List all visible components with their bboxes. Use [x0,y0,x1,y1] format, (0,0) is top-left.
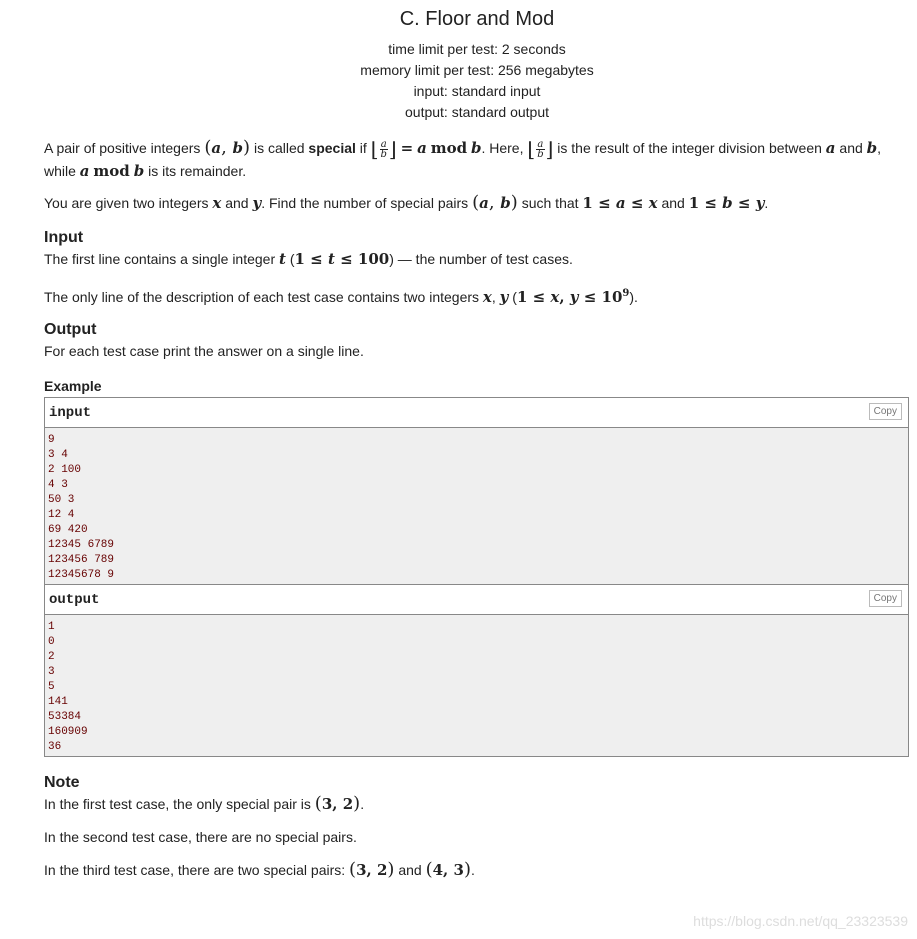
text: . [470,862,475,879]
math: (3, 2) [349,859,395,881]
sample-input-header [45,398,908,428]
sample-line: 0 [48,636,55,649]
bold-term: special [308,140,356,156]
legend [44,137,910,214]
text: A pair of positive integers [44,140,205,156]
text: is the result of the integer division between [553,140,826,156]
math: b [866,139,878,157]
sample-output-header [45,585,908,615]
input-paragraph-2 [44,283,910,308]
example-heading: Example [44,378,102,395]
input-file: input: standard input [413,83,541,99]
math: 1 ≤ b ≤ y [688,194,765,213]
text: , while [44,140,882,180]
output-label: output [49,592,100,609]
text: . Find the number of special pairs [261,195,473,212]
copy-output-button[interactable]: Copy [869,590,902,607]
text: . [764,195,769,212]
sample-line: 12345 6789 [48,539,115,552]
note-paragraph-3 [44,859,910,881]
sample-input-box [44,397,909,585]
math: (a, b) [204,137,251,158]
sample-line: 4 3 [48,479,68,492]
sample-output-content [45,615,908,756]
math: ⌊ $\frac{a}{b}$ ⌋ = a mod b [370,137,482,162]
text: ). [629,289,638,306]
sample-line: 141 [48,696,68,709]
math: t [279,250,286,269]
problem-title: C. Floor and Mod [399,8,555,30]
sample-line: 50 3 [48,494,75,507]
sample-input-content [45,428,908,584]
watermark: https://blog.csdn.net/qq_23323539 [693,913,908,929]
text: In the third test case, there are two special pairs: [44,862,350,879]
note-section [44,773,910,881]
text: such that [517,195,583,212]
problem-statement [44,0,910,881]
time-limit: time limit per test: 2 seconds [388,41,566,57]
text: , [491,289,500,306]
input-label: input [49,405,92,422]
math: (3, 2) [314,793,361,815]
sample-line: 2 100 [48,464,82,477]
math: 1 ≤ a ≤ x [582,194,658,213]
text: ) — the number of test cases. [389,251,573,268]
output-file: output: standard output [405,104,549,120]
sample-line: 160909 [48,726,88,739]
sample-line: 2 [48,651,55,664]
math: (4, 3) [425,859,471,881]
math: 1 ≤ x, $y \le 10^9$ [516,288,630,307]
output-paragraph: For each test case print the answer on a single line. [44,343,364,360]
math: a [825,139,836,157]
sample-line: 12345678 9 [48,569,115,582]
math: 1 ≤ t ≤ 100 [294,250,390,269]
input-specification [44,228,910,308]
sample-tests [44,378,910,757]
math: a mod b [79,162,145,181]
problem-header [44,0,910,123]
text: . Here, [481,140,528,156]
memory-limit: memory limit per test: 256 megabytes [360,62,594,78]
sample-line: 12 4 [48,509,75,522]
sample-line: 5 [48,681,55,694]
math: y [252,194,262,213]
text: and [221,195,253,212]
text: is called [250,140,309,156]
sample-line: 9 [48,434,55,447]
note-heading: Note [44,774,80,792]
output-heading: Output [44,321,97,339]
math: ⌊ $\frac{a}{b}$ ⌋ [527,137,554,162]
sample-line: 123456 789 [48,554,115,567]
input-heading: Input [44,229,84,247]
text: if [355,140,371,156]
text: The first line contains a single integer [44,251,280,268]
legend-paragraph-2 [44,192,910,214]
sample-line: 36 [48,741,62,754]
text: is its remainder. [144,163,247,180]
sample-line: 3 [48,666,55,679]
output-specification [44,320,910,362]
math: x [212,194,222,213]
sample-line: 1 [48,621,55,634]
sample-line: 69 420 [48,524,88,537]
text: You are given two integers [44,195,213,212]
text: In the first test case, the only special pair is [44,796,315,813]
math: (a, b) [472,192,518,214]
text: and [657,195,689,212]
copy-input-button[interactable]: Copy [869,403,902,420]
note-paragraph-2: In the second test case, there are no special pairs. [44,829,357,846]
text: ( [508,289,517,306]
math: x [482,288,492,307]
math: y [499,288,509,307]
sample-line: 3 4 [48,449,68,462]
text: . [360,796,365,813]
legend-paragraph-1 [44,137,910,182]
text: and [835,140,867,156]
sample-output-box [44,585,909,757]
text: ( [285,251,295,268]
text: The only line of the description of each test case contains two integers [44,289,483,306]
note-paragraph-1 [44,793,910,815]
text: and [394,862,426,879]
sample-line: 53384 [48,711,82,724]
input-paragraph-1 [44,248,910,270]
